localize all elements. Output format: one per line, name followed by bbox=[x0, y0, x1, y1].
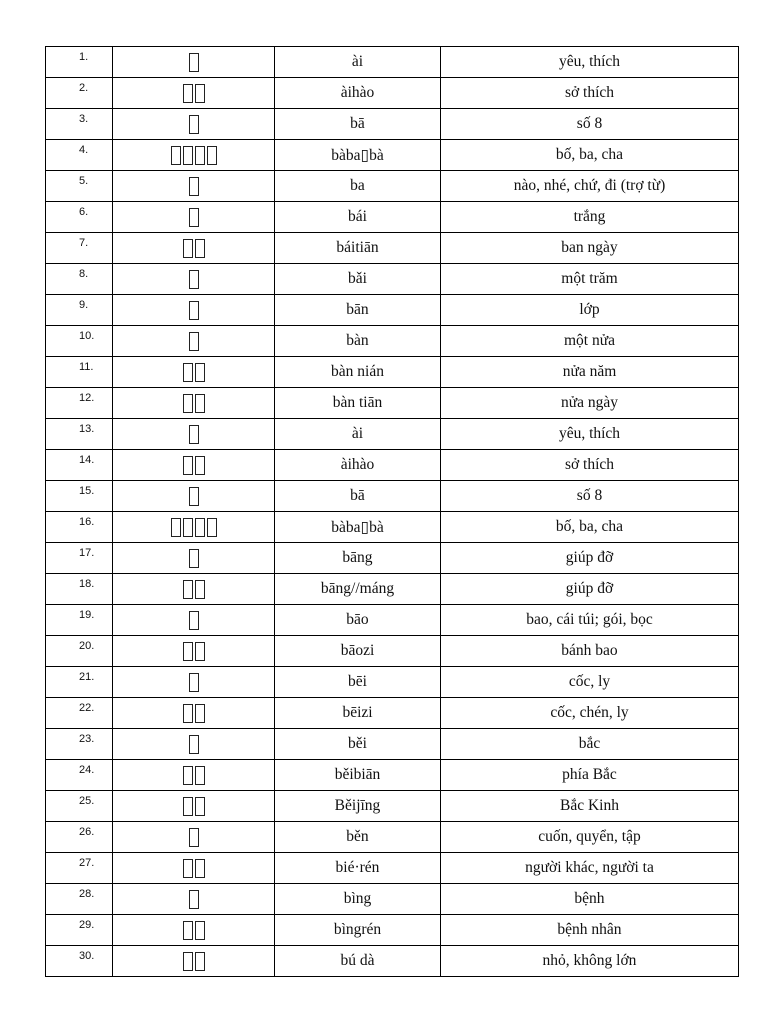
missing-glyph-icon bbox=[189, 673, 199, 692]
row-number: 27. bbox=[46, 853, 113, 884]
table-row bbox=[46, 357, 739, 388]
pinyin-cell: běibiān bbox=[275, 760, 441, 791]
row-number: 20. bbox=[46, 636, 113, 667]
hanzi-cell bbox=[113, 915, 275, 946]
row-number: 6. bbox=[46, 202, 113, 233]
meaning-cell: giúp đỡ bbox=[441, 543, 739, 574]
table-row bbox=[46, 946, 739, 977]
row-number: 19. bbox=[46, 605, 113, 636]
hanzi-cell bbox=[113, 171, 275, 202]
meaning-cell: một nửa bbox=[441, 326, 739, 357]
missing-glyph-icon bbox=[183, 146, 193, 165]
hanzi-cell bbox=[113, 729, 275, 760]
meaning-cell: bố, ba, cha bbox=[441, 140, 739, 171]
pinyin-cell: bēi bbox=[275, 667, 441, 698]
missing-glyph-icon bbox=[183, 921, 193, 940]
meaning-cell: Bắc Kinh bbox=[441, 791, 739, 822]
missing-glyph-icon bbox=[189, 487, 199, 506]
meaning-cell: sở thích bbox=[441, 78, 739, 109]
meaning-cell: bắc bbox=[441, 729, 739, 760]
row-number: 3. bbox=[46, 109, 113, 140]
row-number: 29. bbox=[46, 915, 113, 946]
hanzi-cell bbox=[113, 822, 275, 853]
pinyin-cell: běi bbox=[275, 729, 441, 760]
row-number: 8. bbox=[46, 264, 113, 295]
missing-glyph-icon bbox=[195, 952, 205, 971]
table-row bbox=[46, 171, 739, 202]
hanzi-cell bbox=[113, 512, 275, 543]
table-row bbox=[46, 78, 739, 109]
row-number: 4. bbox=[46, 140, 113, 171]
missing-glyph-icon bbox=[189, 270, 199, 289]
missing-glyph-icon bbox=[195, 797, 205, 816]
missing-glyph-icon bbox=[183, 518, 193, 537]
hanzi-cell bbox=[113, 264, 275, 295]
pinyin-cell: bān bbox=[275, 295, 441, 326]
missing-glyph-icon bbox=[195, 859, 205, 878]
row-number: 15. bbox=[46, 481, 113, 512]
hanzi-cell bbox=[113, 295, 275, 326]
hanzi-cell bbox=[113, 450, 275, 481]
pinyin-cell: báitiān bbox=[275, 233, 441, 264]
missing-glyph-icon bbox=[195, 239, 205, 258]
missing-glyph-icon bbox=[183, 859, 193, 878]
pinyin-cell: bìngrén bbox=[275, 915, 441, 946]
table-row bbox=[46, 915, 739, 946]
table-row bbox=[46, 574, 739, 605]
missing-glyph-icon bbox=[189, 332, 199, 351]
row-number: 23. bbox=[46, 729, 113, 760]
hanzi-cell bbox=[113, 574, 275, 605]
hanzi-cell bbox=[113, 419, 275, 450]
hanzi-cell bbox=[113, 357, 275, 388]
vocabulary-table-body bbox=[46, 47, 739, 977]
meaning-cell: số 8 bbox=[441, 109, 739, 140]
pinyin-cell: àihào bbox=[275, 78, 441, 109]
table-row bbox=[46, 264, 739, 295]
hanzi-cell bbox=[113, 326, 275, 357]
missing-glyph-icon bbox=[183, 456, 193, 475]
missing-glyph-icon bbox=[189, 549, 199, 568]
table-row bbox=[46, 450, 739, 481]
meaning-cell: yêu, thích bbox=[441, 419, 739, 450]
row-number: 17. bbox=[46, 543, 113, 574]
meaning-cell: người khác, người ta bbox=[441, 853, 739, 884]
pinyin-cell: bàn tiān bbox=[275, 388, 441, 419]
row-number: 10. bbox=[46, 326, 113, 357]
pinyin-cell: bàba▯bà bbox=[275, 140, 441, 171]
pinyin-cell: bāo bbox=[275, 605, 441, 636]
row-number: 16. bbox=[46, 512, 113, 543]
missing-glyph-icon bbox=[195, 146, 205, 165]
pinyin-cell: bàba▯bà bbox=[275, 512, 441, 543]
meaning-cell: một trăm bbox=[441, 264, 739, 295]
pinyin-cell: běn bbox=[275, 822, 441, 853]
pinyin-cell: bàn nián bbox=[275, 357, 441, 388]
hanzi-cell bbox=[113, 853, 275, 884]
missing-glyph-icon bbox=[183, 642, 193, 661]
hanzi-cell bbox=[113, 388, 275, 419]
table-row bbox=[46, 388, 739, 419]
table-row bbox=[46, 109, 739, 140]
meaning-cell: số 8 bbox=[441, 481, 739, 512]
table-row bbox=[46, 760, 739, 791]
pinyin-cell: bēizi bbox=[275, 698, 441, 729]
missing-glyph-icon bbox=[195, 704, 205, 723]
missing-glyph-icon bbox=[189, 828, 199, 847]
row-number: 26. bbox=[46, 822, 113, 853]
meaning-cell: bố, ba, cha bbox=[441, 512, 739, 543]
hanzi-cell bbox=[113, 481, 275, 512]
pinyin-cell: ài bbox=[275, 47, 441, 78]
pinyin-cell: àihào bbox=[275, 450, 441, 481]
table-row bbox=[46, 698, 739, 729]
missing-glyph-icon bbox=[189, 208, 199, 227]
table-row bbox=[46, 202, 739, 233]
pinyin-cell: Běijīng bbox=[275, 791, 441, 822]
missing-glyph-icon bbox=[183, 797, 193, 816]
missing-glyph-icon bbox=[207, 146, 217, 165]
hanzi-cell bbox=[113, 233, 275, 264]
pinyin-cell: bā bbox=[275, 109, 441, 140]
row-number: 12. bbox=[46, 388, 113, 419]
row-number: 22. bbox=[46, 698, 113, 729]
missing-glyph-icon bbox=[189, 425, 199, 444]
meaning-cell: bánh bao bbox=[441, 636, 739, 667]
missing-glyph-icon bbox=[171, 146, 181, 165]
row-number: 21. bbox=[46, 667, 113, 698]
missing-glyph-icon bbox=[195, 580, 205, 599]
meaning-cell: nửa năm bbox=[441, 357, 739, 388]
table-row bbox=[46, 636, 739, 667]
pinyin-cell: bié·rén bbox=[275, 853, 441, 884]
meaning-cell: ban ngày bbox=[441, 233, 739, 264]
missing-glyph-icon bbox=[189, 301, 199, 320]
missing-glyph-icon bbox=[189, 177, 199, 196]
meaning-cell: bao, cái túi; gói, bọc bbox=[441, 605, 739, 636]
row-number: 25. bbox=[46, 791, 113, 822]
missing-glyph-icon bbox=[189, 611, 199, 630]
row-number: 1. bbox=[46, 47, 113, 78]
meaning-cell: cuốn, quyển, tập bbox=[441, 822, 739, 853]
missing-glyph-icon bbox=[189, 115, 199, 134]
table-row bbox=[46, 884, 739, 915]
meaning-cell: nào, nhé, chứ, đi (trợ từ) bbox=[441, 171, 739, 202]
missing-glyph-icon bbox=[183, 394, 193, 413]
pinyin-cell: bā bbox=[275, 481, 441, 512]
pinyin-cell: bàn bbox=[275, 326, 441, 357]
pinyin-cell: bǎi bbox=[275, 264, 441, 295]
row-number: 7. bbox=[46, 233, 113, 264]
row-number: 13. bbox=[46, 419, 113, 450]
table-row bbox=[46, 481, 739, 512]
missing-glyph-icon bbox=[171, 518, 181, 537]
missing-glyph-icon bbox=[189, 53, 199, 72]
table-row bbox=[46, 233, 739, 264]
table-row bbox=[46, 667, 739, 698]
hanzi-cell bbox=[113, 543, 275, 574]
row-number: 9. bbox=[46, 295, 113, 326]
hanzi-cell bbox=[113, 140, 275, 171]
table-row bbox=[46, 822, 739, 853]
row-number: 2. bbox=[46, 78, 113, 109]
missing-glyph-icon bbox=[195, 766, 205, 785]
missing-glyph-icon bbox=[183, 952, 193, 971]
meaning-cell: giúp đỡ bbox=[441, 574, 739, 605]
missing-glyph-icon bbox=[207, 518, 217, 537]
hanzi-cell bbox=[113, 202, 275, 233]
table-row bbox=[46, 512, 739, 543]
hanzi-cell bbox=[113, 946, 275, 977]
pinyin-cell: bú dà bbox=[275, 946, 441, 977]
missing-glyph-icon bbox=[183, 580, 193, 599]
hanzi-cell bbox=[113, 109, 275, 140]
meaning-cell: cốc, ly bbox=[441, 667, 739, 698]
table-row bbox=[46, 47, 739, 78]
row-number: 30. bbox=[46, 946, 113, 977]
missing-glyph-icon bbox=[183, 84, 193, 103]
hanzi-cell bbox=[113, 47, 275, 78]
row-number: 14. bbox=[46, 450, 113, 481]
hanzi-cell bbox=[113, 667, 275, 698]
missing-glyph-icon bbox=[189, 890, 199, 909]
vocabulary-table bbox=[45, 46, 739, 977]
row-number: 24. bbox=[46, 760, 113, 791]
meaning-cell: nhỏ, không lớn bbox=[441, 946, 739, 977]
meaning-cell: phía Bắc bbox=[441, 760, 739, 791]
missing-glyph-icon bbox=[195, 456, 205, 475]
table-row bbox=[46, 326, 739, 357]
missing-glyph-icon bbox=[195, 921, 205, 940]
hanzi-cell bbox=[113, 791, 275, 822]
table-row bbox=[46, 419, 739, 450]
row-number: 5. bbox=[46, 171, 113, 202]
missing-glyph-icon bbox=[195, 394, 205, 413]
pinyin-cell: bāozi bbox=[275, 636, 441, 667]
hanzi-cell bbox=[113, 884, 275, 915]
meaning-cell: cốc, chén, ly bbox=[441, 698, 739, 729]
pinyin-cell: bāng//máng bbox=[275, 574, 441, 605]
meaning-cell: bệnh nhân bbox=[441, 915, 739, 946]
meaning-cell: nửa ngày bbox=[441, 388, 739, 419]
row-number: 28. bbox=[46, 884, 113, 915]
meaning-cell: sở thích bbox=[441, 450, 739, 481]
pinyin-cell: bāng bbox=[275, 543, 441, 574]
missing-glyph-icon bbox=[183, 239, 193, 258]
table-row bbox=[46, 140, 739, 171]
table-row bbox=[46, 543, 739, 574]
table-row bbox=[46, 729, 739, 760]
meaning-cell: bệnh bbox=[441, 884, 739, 915]
hanzi-cell bbox=[113, 698, 275, 729]
table-row bbox=[46, 853, 739, 884]
missing-glyph-icon bbox=[195, 642, 205, 661]
pinyin-cell: bìng bbox=[275, 884, 441, 915]
missing-glyph-icon bbox=[183, 363, 193, 382]
table-row bbox=[46, 791, 739, 822]
pinyin-cell: ba bbox=[275, 171, 441, 202]
hanzi-cell bbox=[113, 636, 275, 667]
pinyin-cell: ài bbox=[275, 419, 441, 450]
row-number: 11. bbox=[46, 357, 113, 388]
hanzi-cell bbox=[113, 605, 275, 636]
missing-glyph-icon bbox=[189, 735, 199, 754]
pinyin-cell: bái bbox=[275, 202, 441, 233]
row-number: 18. bbox=[46, 574, 113, 605]
meaning-cell: lớp bbox=[441, 295, 739, 326]
table-row bbox=[46, 605, 739, 636]
missing-glyph-icon bbox=[183, 704, 193, 723]
missing-glyph-icon bbox=[195, 363, 205, 382]
table-row bbox=[46, 295, 739, 326]
missing-glyph-icon bbox=[195, 84, 205, 103]
missing-glyph-icon bbox=[183, 766, 193, 785]
meaning-cell: yêu, thích bbox=[441, 47, 739, 78]
missing-glyph-icon bbox=[195, 518, 205, 537]
meaning-cell: trắng bbox=[441, 202, 739, 233]
hanzi-cell bbox=[113, 78, 275, 109]
hanzi-cell bbox=[113, 760, 275, 791]
